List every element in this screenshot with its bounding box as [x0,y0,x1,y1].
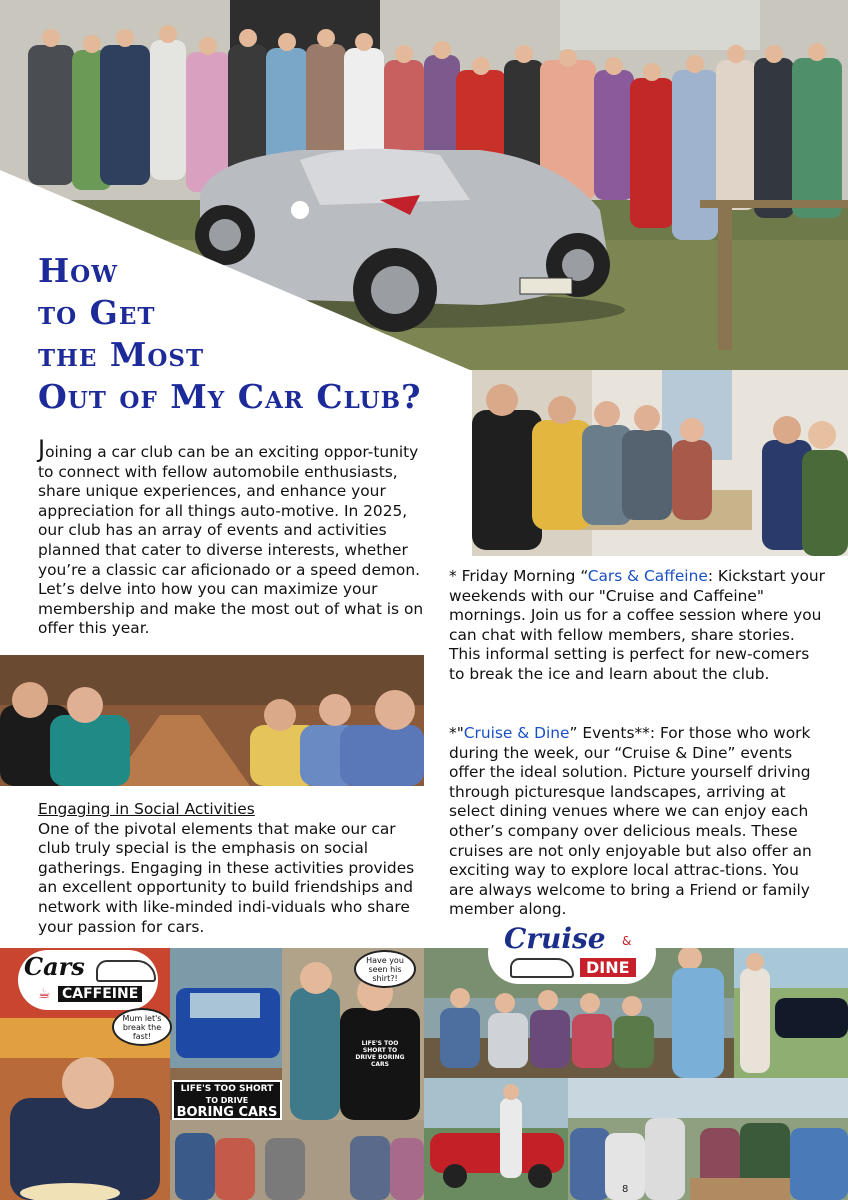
cruise-prefix: *" [449,724,464,742]
friday-text: : Kickstart your weekends with our "Cruise and Caffeine" mornings. Join us for a coffee session where you can chat with fellow members, share stories. This informal setting is perfect for new-comers to break the ice and learn about the club. [449,567,825,683]
friday-cars-caffeine-paragraph [449,567,827,685]
speech-bubble-right: Have you seen his shirt?! [354,950,416,988]
social-heading: Engaging in Social Activities [38,800,255,818]
cruise-text: ” Events**: For those who work during the week, our “Cruise & Dine” events offer the ideal solution. Picture yourself driving through picturesque landscapes, arriving at select dining venues where we can enjoy each other’s company over delicious meals. These cruises are not only enjoyable but also offer an exciting way to explore local attrac-tions. You are always welcome to bring a Friend or family member along. [449,724,812,919]
intro-text: oining a car club can be an exciting oppor-tunity to connect with fellow automobile enthusiasts, share unique experiences, and enhance your appreciation for all things auto-motive. In 2025, our club has an array of events and activities planned that cater to diverse interests, whether you’re a classic car aficionado or a speed demon. Let’s delve into how you can maximize your membership and make the most out of what is on offer this year. [38,443,424,638]
intro-paragraph [38,435,428,639]
sign-line-1: LIFE'S TOO SHORT [180,1084,274,1094]
sign-line-2: TO DRIVE [205,1096,249,1105]
social-text: One of the pivotal elements that make our car club truly special is the emphasis on social gatherings. Engaging in these activities provides an excellent opportunity to build friendships and network with like-minded indi-viduals who share your passion for cars. [38,819,415,936]
caffeine-logo-word: CAFFEINE [58,986,142,1002]
photo-long-dining-table [0,655,424,786]
dine-logo-word: DINE [580,958,636,977]
photo-members-at-table [472,370,848,556]
cruise-logo-word: Cruise [504,922,606,955]
shirt-print-text: LIFE'S TOO SHORT TO DRIVE BORING CARS [355,1040,405,1068]
title-line-3: the Most [38,335,205,374]
friday-prefix: * Friday Morning “ [449,567,588,585]
cruise-dine-logo [488,922,656,984]
cars-logo-word: Cars [24,952,85,981]
car-silhouette-icon [510,958,574,978]
social-section [38,800,432,937]
page-number: 8 [622,1184,629,1195]
friday-highlight: Cars & Caffeine [587,567,708,585]
title-line-1: How [38,251,119,290]
car-silhouette-icon [96,960,156,982]
cars-caffeine-logo [18,950,158,1010]
coffee-cup-icon: ☕ [38,986,51,1002]
boring-cars-sign [172,1080,282,1120]
drop-cap: J [38,435,46,463]
cruise-dine-paragraph [449,724,827,920]
sign-line-3: BORING CARS [176,1105,278,1120]
article-title [38,250,421,418]
title-line-4: Out of My Car Club? [38,377,422,416]
speech-bubble-left: Mum let's break the fast! [112,1008,172,1046]
title-line-2: to Get [38,293,156,332]
cruise-logo-amp: & [622,934,632,948]
cruise-highlight: Cruise & Dine [463,724,570,742]
